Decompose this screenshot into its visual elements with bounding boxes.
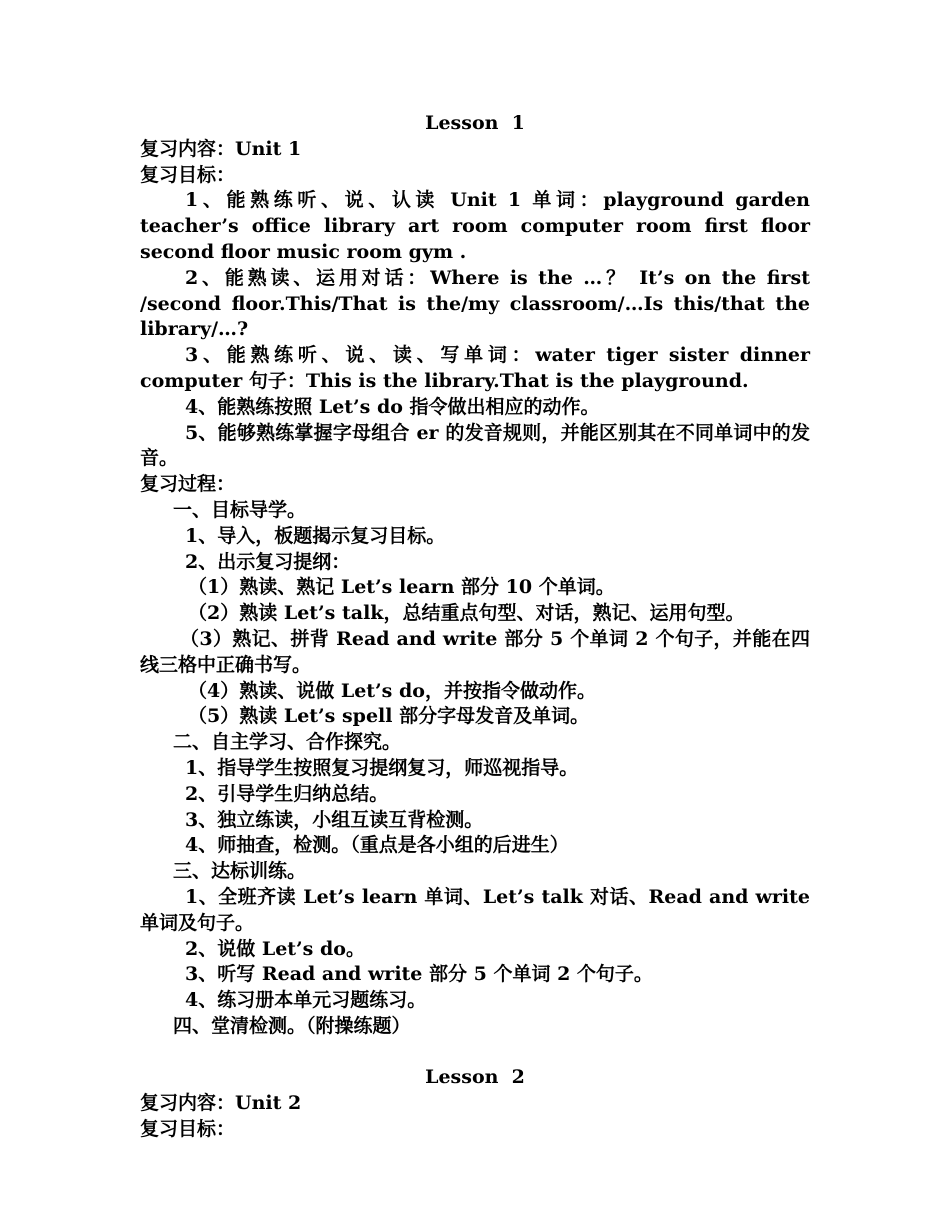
outline-item-2: （2）熟读 Let’s talk，总结重点句型、对话，熟记、运用句型。 (188, 602, 745, 625)
lesson-1-goals-heading: 复习目标： (140, 163, 236, 186)
lesson-2-content: 复习内容：Unit 2 (140, 1092, 302, 1115)
outline-item-4: （4）熟读、说做 Let’s do，并按指令做动作。 (188, 679, 596, 702)
step-2-item-3: 3、独立练读，小组互读互背检测。 (185, 808, 484, 831)
outline-item-5: （5）熟读 Let’s spell 部分字母发音及单词。 (188, 705, 590, 728)
step-2-item-1: 1、指导学生按照复习提纲复习，师巡视指导。 (185, 756, 579, 779)
step-2-heading: 二、自主学习、合作探究。 (173, 731, 402, 754)
step-4-heading: 四、堂清检测。（附操练题） (173, 1014, 411, 1037)
outline-item-1: （1）熟读、熟记 Let’s learn 部分 10 个单词。 (188, 576, 615, 599)
step-3-item-4: 4、练习册本单元习题练习。 (185, 989, 427, 1012)
step-3-item-2: 2、说做 Let’s do。 (185, 937, 365, 960)
step-3-heading: 三、达标训练。 (173, 860, 307, 883)
step-2-item-4: 4、师抽查，检测。（重点是各小组的后进生） (185, 834, 569, 857)
lesson-1-content: 复习内容：Unit 1 (140, 137, 302, 160)
lesson-2-title: Lesson 2 (425, 1066, 525, 1089)
outline-item-3: （3）熟记、拼背 Read and write 部分 5 个单词 2 个句子，并能在四线三格中正确书写。 (140, 627, 810, 676)
blank-line (140, 1040, 810, 1066)
step-3-item-1: 1、全班齐读 Let’s learn 单词、Let’s talk 对话、Read and write 单词及句子。 (140, 885, 810, 934)
step-1-item-1: 1、导入，板题揭示复习目标。 (185, 524, 446, 547)
goal-5: 5、能够熟练掌握字母组合 er 的发音规则，并能区别其在不同单词中的发音。 (140, 421, 810, 470)
goal-1: 1、能熟练听、说、认读 Unit 1 单词：playground garden teacher’s office library art room computer room first floor second floor music room gym . (140, 189, 810, 263)
lesson-1-process-heading: 复习过程： (140, 473, 236, 496)
step-1-heading: 一、目标导学。 (173, 498, 307, 521)
lesson-1-title: Lesson 1 (425, 112, 525, 134)
step-2-item-2: 2、引导学生归纳总结。 (185, 782, 389, 805)
step-1-item-2: 2、出示复习提纲： (185, 550, 351, 573)
document-page (140, 111, 810, 1143)
step-3-item-3: 3、听写 Read and write 部分 5 个单词 2 个句子。 (185, 963, 653, 986)
goal-4: 4、能熟练按照 Let’s do 指令做出相应的动作。 (185, 395, 600, 418)
goal-3: 3、能熟练听、说、读、写单词：water tiger sister dinner computer 句子：This is the library.That is the playground. (140, 344, 810, 392)
goal-2: 2、能熟读、运用对话：Where is the …？ It’s on the first /second floor.This/That is the/my classroom/…Is this/that the library/…? (140, 266, 810, 341)
lesson-2-goals-heading: 复习目标： (140, 1118, 236, 1141)
